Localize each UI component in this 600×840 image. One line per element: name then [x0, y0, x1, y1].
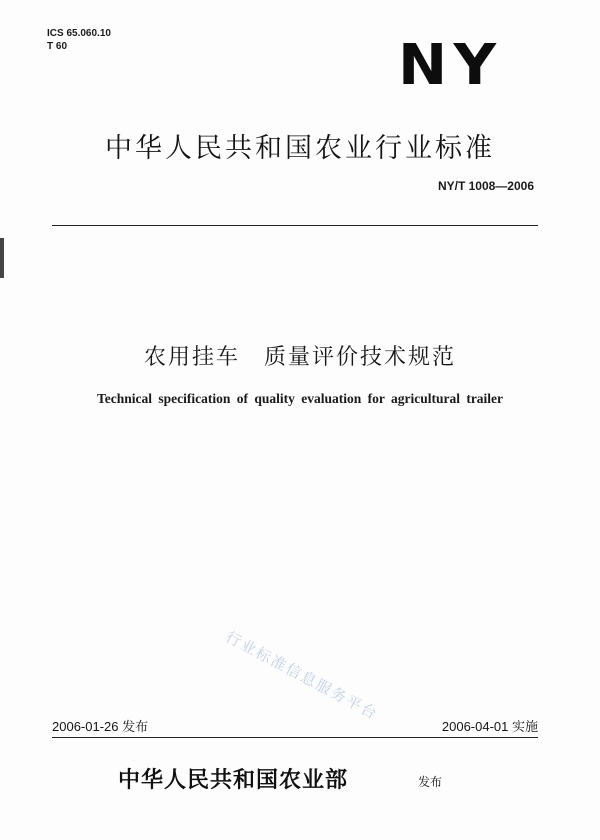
- ccs-code: T 60: [47, 41, 68, 52]
- publish-label: 发布: [418, 775, 443, 789]
- ny-logo: NY: [398, 33, 503, 98]
- top-divider: [52, 225, 538, 226]
- publisher-name: 中华人民共和国农业部: [118, 768, 349, 793]
- standard-category-title: 中华人民共和国农业行业标准: [105, 133, 495, 164]
- bottom-divider: [52, 737, 538, 738]
- issue-date: 2006-01-26 发布: [52, 719, 149, 734]
- ics-code: ICS 65.060.10: [47, 28, 111, 39]
- binding-mark: [0, 238, 4, 278]
- watermark-text: 行业标准信息服务平台: [222, 627, 382, 724]
- document-title-cn: 农用挂车 质量评价技术规范: [143, 345, 456, 370]
- classification-codes: [47, 27, 111, 53]
- standard-number: NY/T 1008—2006: [437, 179, 534, 193]
- implementation-date: 2006-04-01 实施: [441, 719, 538, 734]
- document-title-en: Technical specification of quality evaluation for agricultural trailer: [96, 391, 504, 406]
